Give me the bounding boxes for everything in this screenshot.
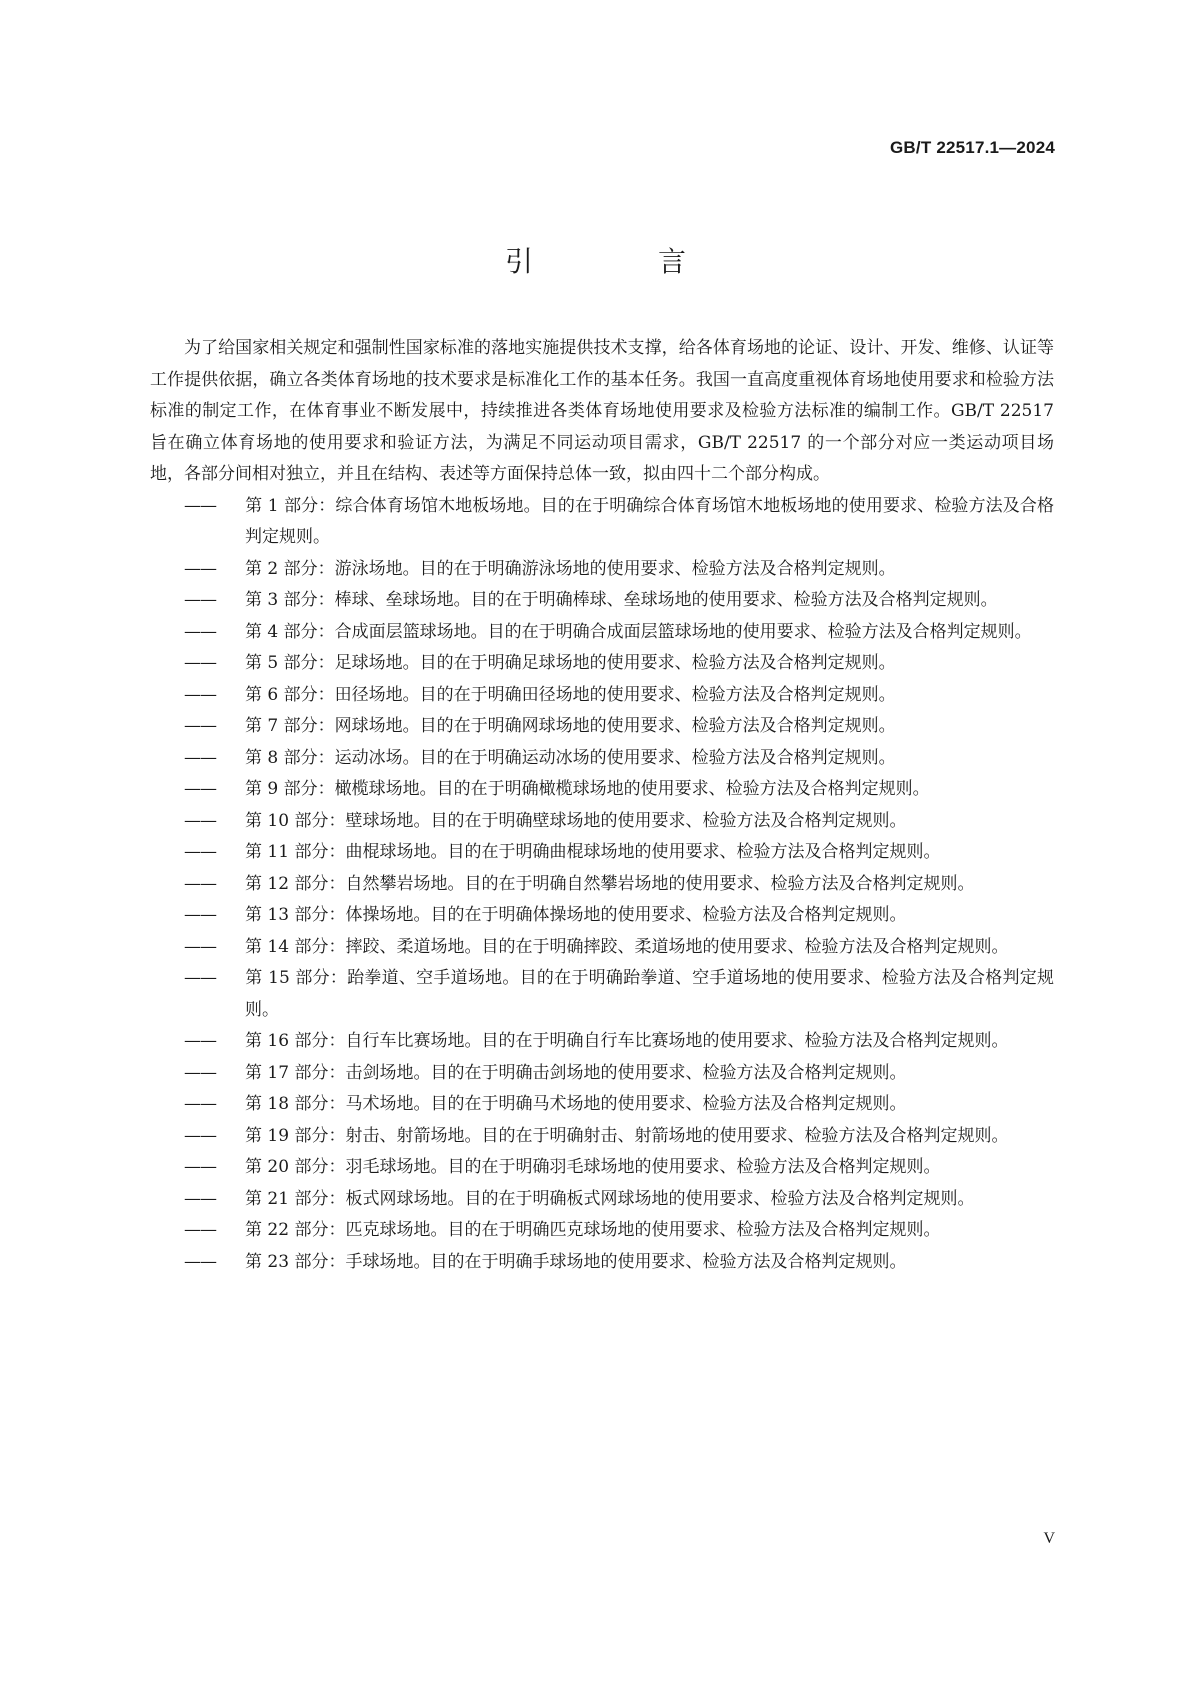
parts-list	[150, 491, 1054, 1279]
part-item	[184, 806, 1054, 838]
list-dash: ——	[184, 873, 216, 894]
part-text: 第 10 部分：壁球场地。目的在于明确壁球场地的使用要求、检验方法及合格判定规则。	[245, 810, 907, 831]
part-text: 第 14 部分：摔跤、柔道场地。目的在于明确摔跤、柔道场地的使用要求、检验方法及合格判定规则。	[245, 936, 1009, 957]
part-text: 第 12 部分：自然攀岩场地。目的在于明确自然攀岩场地的使用要求、检验方法及合格判定规则。	[245, 873, 975, 894]
part-item	[184, 1026, 1054, 1058]
list-dash: ——	[184, 842, 216, 862]
part-item	[184, 1184, 1054, 1216]
part-item	[184, 869, 1054, 901]
part-item	[184, 648, 1054, 680]
list-dash: ——	[184, 810, 216, 831]
list-dash: ——	[184, 653, 216, 673]
intro-paragraph: 为了给国家相关规定和强制性国家标准的落地实施提供技术支撑，给各体育场地的论证、设计、开发、维修、认证等工作提供依据，确立各类体育场地的技术要求是标准化工作的基本任务。我国一直高度重视体育场地使用要求和检验方法标准的制定工作，在体育事业不断发展中，持续推进各类体育场地使用要求及检验方法标准的编制工作。GB/T 22517 旨在确立体育场地的使用要求和验证方法，为满足不同运动项目需求，GB/T 22517 的一个部分对应一类运动项目场地，各部分间相对独立，并且在结构、表述等方面保持总体一致，拟由四十二个部分构成。	[150, 338, 1054, 484]
part-text: 第 9 部分：橄榄球场地。目的在于明确橄榄球场地的使用要求、检验方法及合格判定规则。	[245, 779, 930, 799]
part-item	[184, 711, 1054, 743]
list-dash: ——	[184, 936, 216, 957]
part-text: 第 17 部分：击剑场地。目的在于明确击剑场地的使用要求、检验方法及合格判定规则。	[245, 1062, 907, 1083]
list-dash: ——	[184, 716, 216, 736]
part-text: 第 15 部分：跆拳道、空手道场地。目的在于明确跆拳道、空手道场地的使用要求、检验方法及合格判定规则。	[245, 968, 1054, 1020]
standard-code: GB/T 22517.1—2024	[890, 138, 1055, 157]
part-item	[184, 680, 1054, 712]
list-dash: ——	[184, 1220, 216, 1240]
part-text: 第 5 部分：足球场地。目的在于明确足球场地的使用要求、检验方法及合格判定规则。	[245, 653, 896, 673]
part-item	[184, 1089, 1054, 1121]
part-text: 第 16 部分：自行车比赛场地。目的在于明确自行车比赛场地的使用要求、检验方法及合格判定规则。	[245, 1031, 1009, 1051]
part-item	[184, 837, 1054, 869]
list-dash: ——	[184, 1062, 216, 1083]
part-item	[184, 900, 1054, 932]
part-item	[184, 1121, 1054, 1153]
list-dash: ——	[184, 1125, 216, 1146]
section-title: 引 言	[505, 245, 744, 278]
part-text: 第 2 部分：游泳场地。目的在于明确游泳场地的使用要求、检验方法及合格判定规则。	[245, 558, 896, 579]
document-body	[150, 333, 1054, 1278]
part-item	[184, 1215, 1054, 1247]
part-item	[184, 1152, 1054, 1184]
page-number: V	[1043, 1530, 1055, 1547]
part-text: 第 1 部分：综合体育场馆木地板场地。目的在于明确综合体育场馆木地板场地的使用要求、检验方法及合格判定规则。	[245, 495, 1054, 547]
part-text: 第 21 部分：板式网球场地。目的在于明确板式网球场地的使用要求、检验方法及合格判定规则。	[245, 1188, 975, 1209]
list-dash: ——	[184, 1251, 216, 1272]
part-item	[184, 1058, 1054, 1090]
part-text: 第 8 部分：运动冰场。目的在于明确运动冰场的使用要求、检验方法及合格判定规则。	[245, 747, 896, 768]
list-dash: ——	[184, 1094, 216, 1114]
part-text: 第 6 部分：田径场地。目的在于明确田径场地的使用要求、检验方法及合格判定规则。	[245, 684, 896, 705]
list-dash: ——	[184, 747, 216, 768]
part-text: 第 3 部分：棒球、垒球场地。目的在于明确棒球、垒球场地的使用要求、检验方法及合格判定规则。	[245, 590, 998, 610]
list-dash: ——	[184, 1031, 216, 1051]
part-text: 第 13 部分：体操场地。目的在于明确体操场地的使用要求、检验方法及合格判定规则。	[245, 905, 907, 925]
part-item	[184, 963, 1054, 1026]
part-text: 第 22 部分：匹克球场地。目的在于明确匹克球场地的使用要求、检验方法及合格判定规则。	[245, 1220, 941, 1240]
list-dash: ——	[184, 1188, 216, 1209]
part-item	[184, 743, 1054, 775]
list-dash: ——	[184, 684, 216, 705]
part-text: 第 20 部分：羽毛球场地。目的在于明确羽毛球场地的使用要求、检验方法及合格判定规则。	[245, 1157, 941, 1177]
list-dash: ——	[184, 1157, 216, 1177]
part-item	[184, 491, 1054, 554]
part-item	[184, 585, 1054, 617]
part-text: 第 4 部分：合成面层篮球场地。目的在于明确合成面层篮球场地的使用要求、检验方法及合格判定规则。	[245, 621, 1032, 642]
list-dash: ——	[184, 779, 216, 799]
part-item	[184, 554, 1054, 586]
part-text: 第 23 部分：手球场地。目的在于明确手球场地的使用要求、检验方法及合格判定规则。	[245, 1251, 907, 1272]
part-text: 第 18 部分：马术场地。目的在于明确马术场地的使用要求、检验方法及合格判定规则。	[245, 1094, 907, 1114]
list-dash: ——	[184, 590, 216, 610]
list-dash: ——	[184, 968, 216, 988]
list-dash: ——	[184, 558, 216, 579]
list-dash: ——	[184, 495, 216, 516]
part-item	[184, 774, 1054, 806]
part-text: 第 7 部分：网球场地。目的在于明确网球场地的使用要求、检验方法及合格判定规则。	[245, 716, 896, 736]
list-dash: ——	[184, 621, 216, 642]
list-dash: ——	[184, 905, 216, 925]
part-text: 第 19 部分：射击、射箭场地。目的在于明确射击、射箭场地的使用要求、检验方法及合格判定规则。	[245, 1125, 1009, 1146]
part-item	[184, 617, 1054, 649]
part-item	[184, 1247, 1054, 1279]
part-item	[184, 932, 1054, 964]
part-text: 第 11 部分：曲棍球场地。目的在于明确曲棍球场地的使用要求、检验方法及合格判定规则。	[245, 842, 941, 862]
